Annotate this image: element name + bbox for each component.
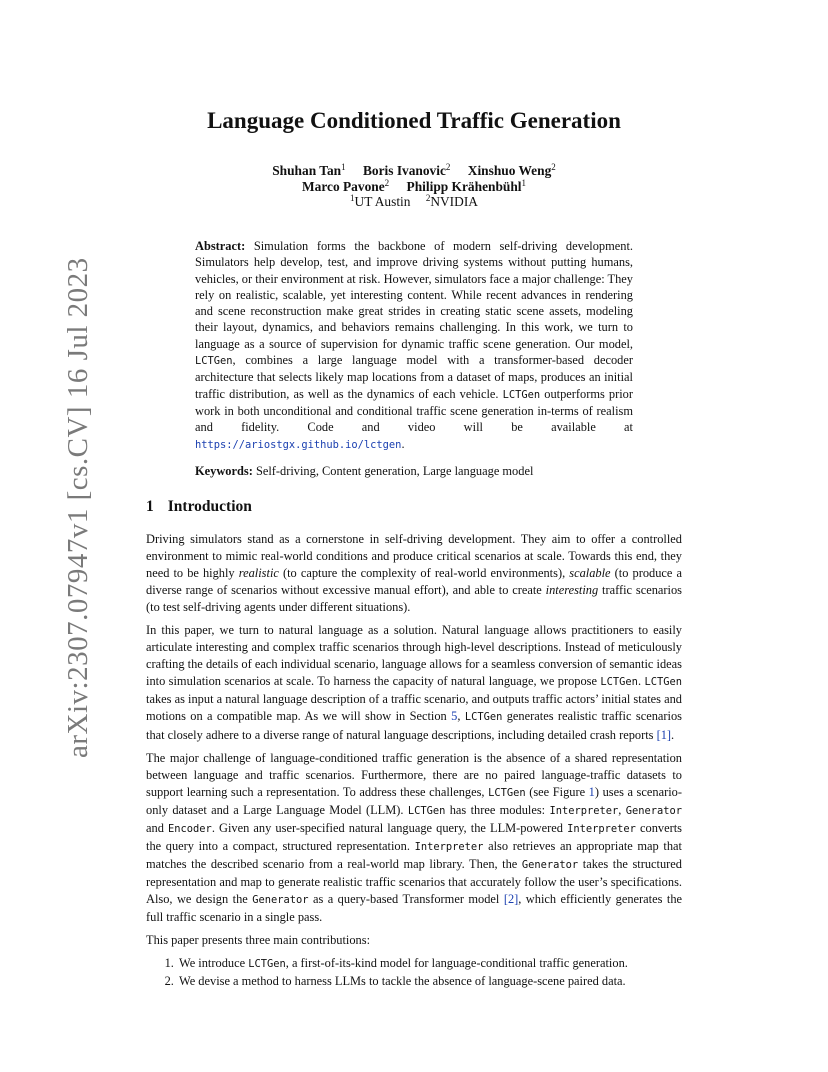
citation-link[interactable]: [2] xyxy=(503,891,519,906)
model-name: LCTGen xyxy=(464,711,503,724)
abstract: Abstract: Simulation forms the backbone of modern self-driving development. Simulators help develop, test, and improve driving systems without putting humans, vehicles, or their environment at risk. However, simulators face a major challenge: They rely on realistic, scalable, yet interesting content. While recent advances in rendering and scene reconstruction make great strides in creating static scene assets, modeling their layout, dynamics, and behaviors remains challenging. In this work, we turn to language as a source of supervision for dynamic traffic scene generation. Our model, LCTGen, combines a large language model with a transformer-based decoder architecture that selects likely map locations from a dataset of maps, produces an initial traffic distribution, as well as the dynamics of each vehicle. LCTGen outperforms prior work in both unconditional and conditional traffic scene generation in-terms of realism and fidelity. Code and video will be available at https://ariostgx.github.io/lctgen. xyxy=(195,239,633,451)
figure-ref-link[interactable]: 1 xyxy=(588,784,595,799)
module-name: Generator xyxy=(625,804,683,817)
paragraph: Driving simulators stand as a cornerstone in self-driving development. They aim to offer a controlled environment to mimic real-world conditions and produce critical scenarios at scale. Towards this end, they need to be highly realistic (to capture the complexity of real-world environments), scalable (to produce a diverse range of scenarios without excessive manual effort), and able to create interesting traffic scenarios (to test self-driving agents under different situations). xyxy=(146,532,682,615)
affiliation: $^1$UT Austin xyxy=(350,193,411,209)
section-ref-link[interactable]: 5 xyxy=(451,709,458,724)
list-item: 1. We introduce LCTGen, a first-of-its-kind model for language-conditional traffic generation. xyxy=(177,955,682,973)
list-item: 2. We devise a method to harness LLMs to tackle the absence of language-scene paired data. xyxy=(177,973,682,990)
arxiv-margin-stamp xyxy=(14,257,94,760)
module-name: Interpreter xyxy=(549,804,619,817)
project-url-link[interactable]: https://ariostgx.github.io/lctgen xyxy=(195,438,402,451)
paragraph: This paper presents three main contributions: xyxy=(146,933,371,948)
author-name: Marco Pavone$^2$ xyxy=(301,177,390,194)
author-block xyxy=(0,163,828,210)
author-name: Xinshuo Weng$^2$ xyxy=(467,162,556,178)
section-title: Introduction xyxy=(167,498,252,515)
module-name: Generator xyxy=(252,893,309,906)
section-number: 1 xyxy=(146,498,154,515)
section-heading-introduction xyxy=(146,498,252,516)
module-name: Generator xyxy=(521,858,579,871)
model-name: LCTGen xyxy=(502,388,541,401)
keywords: Keywords: Self-driving, Content generation, Large language model xyxy=(195,464,534,478)
model-name: LCTGen xyxy=(248,958,286,971)
author-name: Boris Ivanovic$^2$ xyxy=(362,162,451,178)
model-name: LCTGen xyxy=(488,786,526,799)
module-name: Encoder xyxy=(168,822,212,835)
model-name: LCTGen xyxy=(600,676,638,689)
abstract-label: Abstract: xyxy=(195,239,246,253)
author-line-2 xyxy=(0,179,828,195)
affiliation: $^2$NVIDIA xyxy=(425,193,478,209)
citation-link[interactable]: [1] xyxy=(656,727,672,742)
model-name: LCTGen xyxy=(407,804,446,817)
model-name: LCTGen xyxy=(644,676,682,689)
keywords-label: Keywords: xyxy=(195,464,253,478)
paper-title: Language Conditioned Traffic Generation xyxy=(207,108,621,133)
author-name: Shuhan Tan$^1$ xyxy=(272,162,346,178)
paragraph: In this paper, we turn to natural language as a solution. Natural language allows practitioners to easily articulate interesting and complex traffic scenarios through high-level descriptions. Instead of meticulously crafting the details of each individual scenario, language allows for a seamless conversion of semantic ideas into simulation scenarios at scale. To harness the capacity of natural language, we propose LCTGen. LCTGen takes as input a natural language description of a traffic scenario, and outputs traffic actors’ initial states and motions on a compatible map. As we will show in Section 5, LCTGen generates realistic traffic scenarios that closely adhere to a diverse range of natural language descriptions, including detailed crash reports [1]. xyxy=(146,623,682,742)
module-name: Interpreter xyxy=(567,822,636,835)
affiliation-line xyxy=(0,194,828,210)
contributions-list xyxy=(146,955,682,990)
module-name: Interpreter xyxy=(414,840,484,853)
model-name: LCTGen xyxy=(195,355,233,368)
paragraph: The major challenge of language-conditioned traffic generation is the absence of a shared representation between language and traffic scenarios. Furthermore, there are no paired language-traffic datasets to support learning such a representation. To address these challenges, LCTGen (see Figure 1) uses a scenario-only dataset and a Large Language Model (LLM). LCTGen has three modules: Interpreter, Generator and Encoder. Given any user-specified natural language query, the LLM-powered Interpreter converts the query into a compact, structured representation. Interpreter also retrieves an appropriate map that matches the described scenario from a real-world map library. Then, the Generator takes the structured representation and map to generate realistic traffic scenarios that accurately follow the user’s specifications. Also, we design the Generator as a query-based Transformer model [2], which efficiently generates the full traffic scenario in a single pass. xyxy=(146,750,683,924)
author-line-1 xyxy=(0,163,828,179)
introduction-body xyxy=(146,531,682,990)
author-name: Philipp Krähenbühl$^1$ xyxy=(406,177,527,194)
arxiv-identifier: arXiv:2307.07947v1 [cs.CV] 16 Jul 2023 xyxy=(62,257,94,758)
